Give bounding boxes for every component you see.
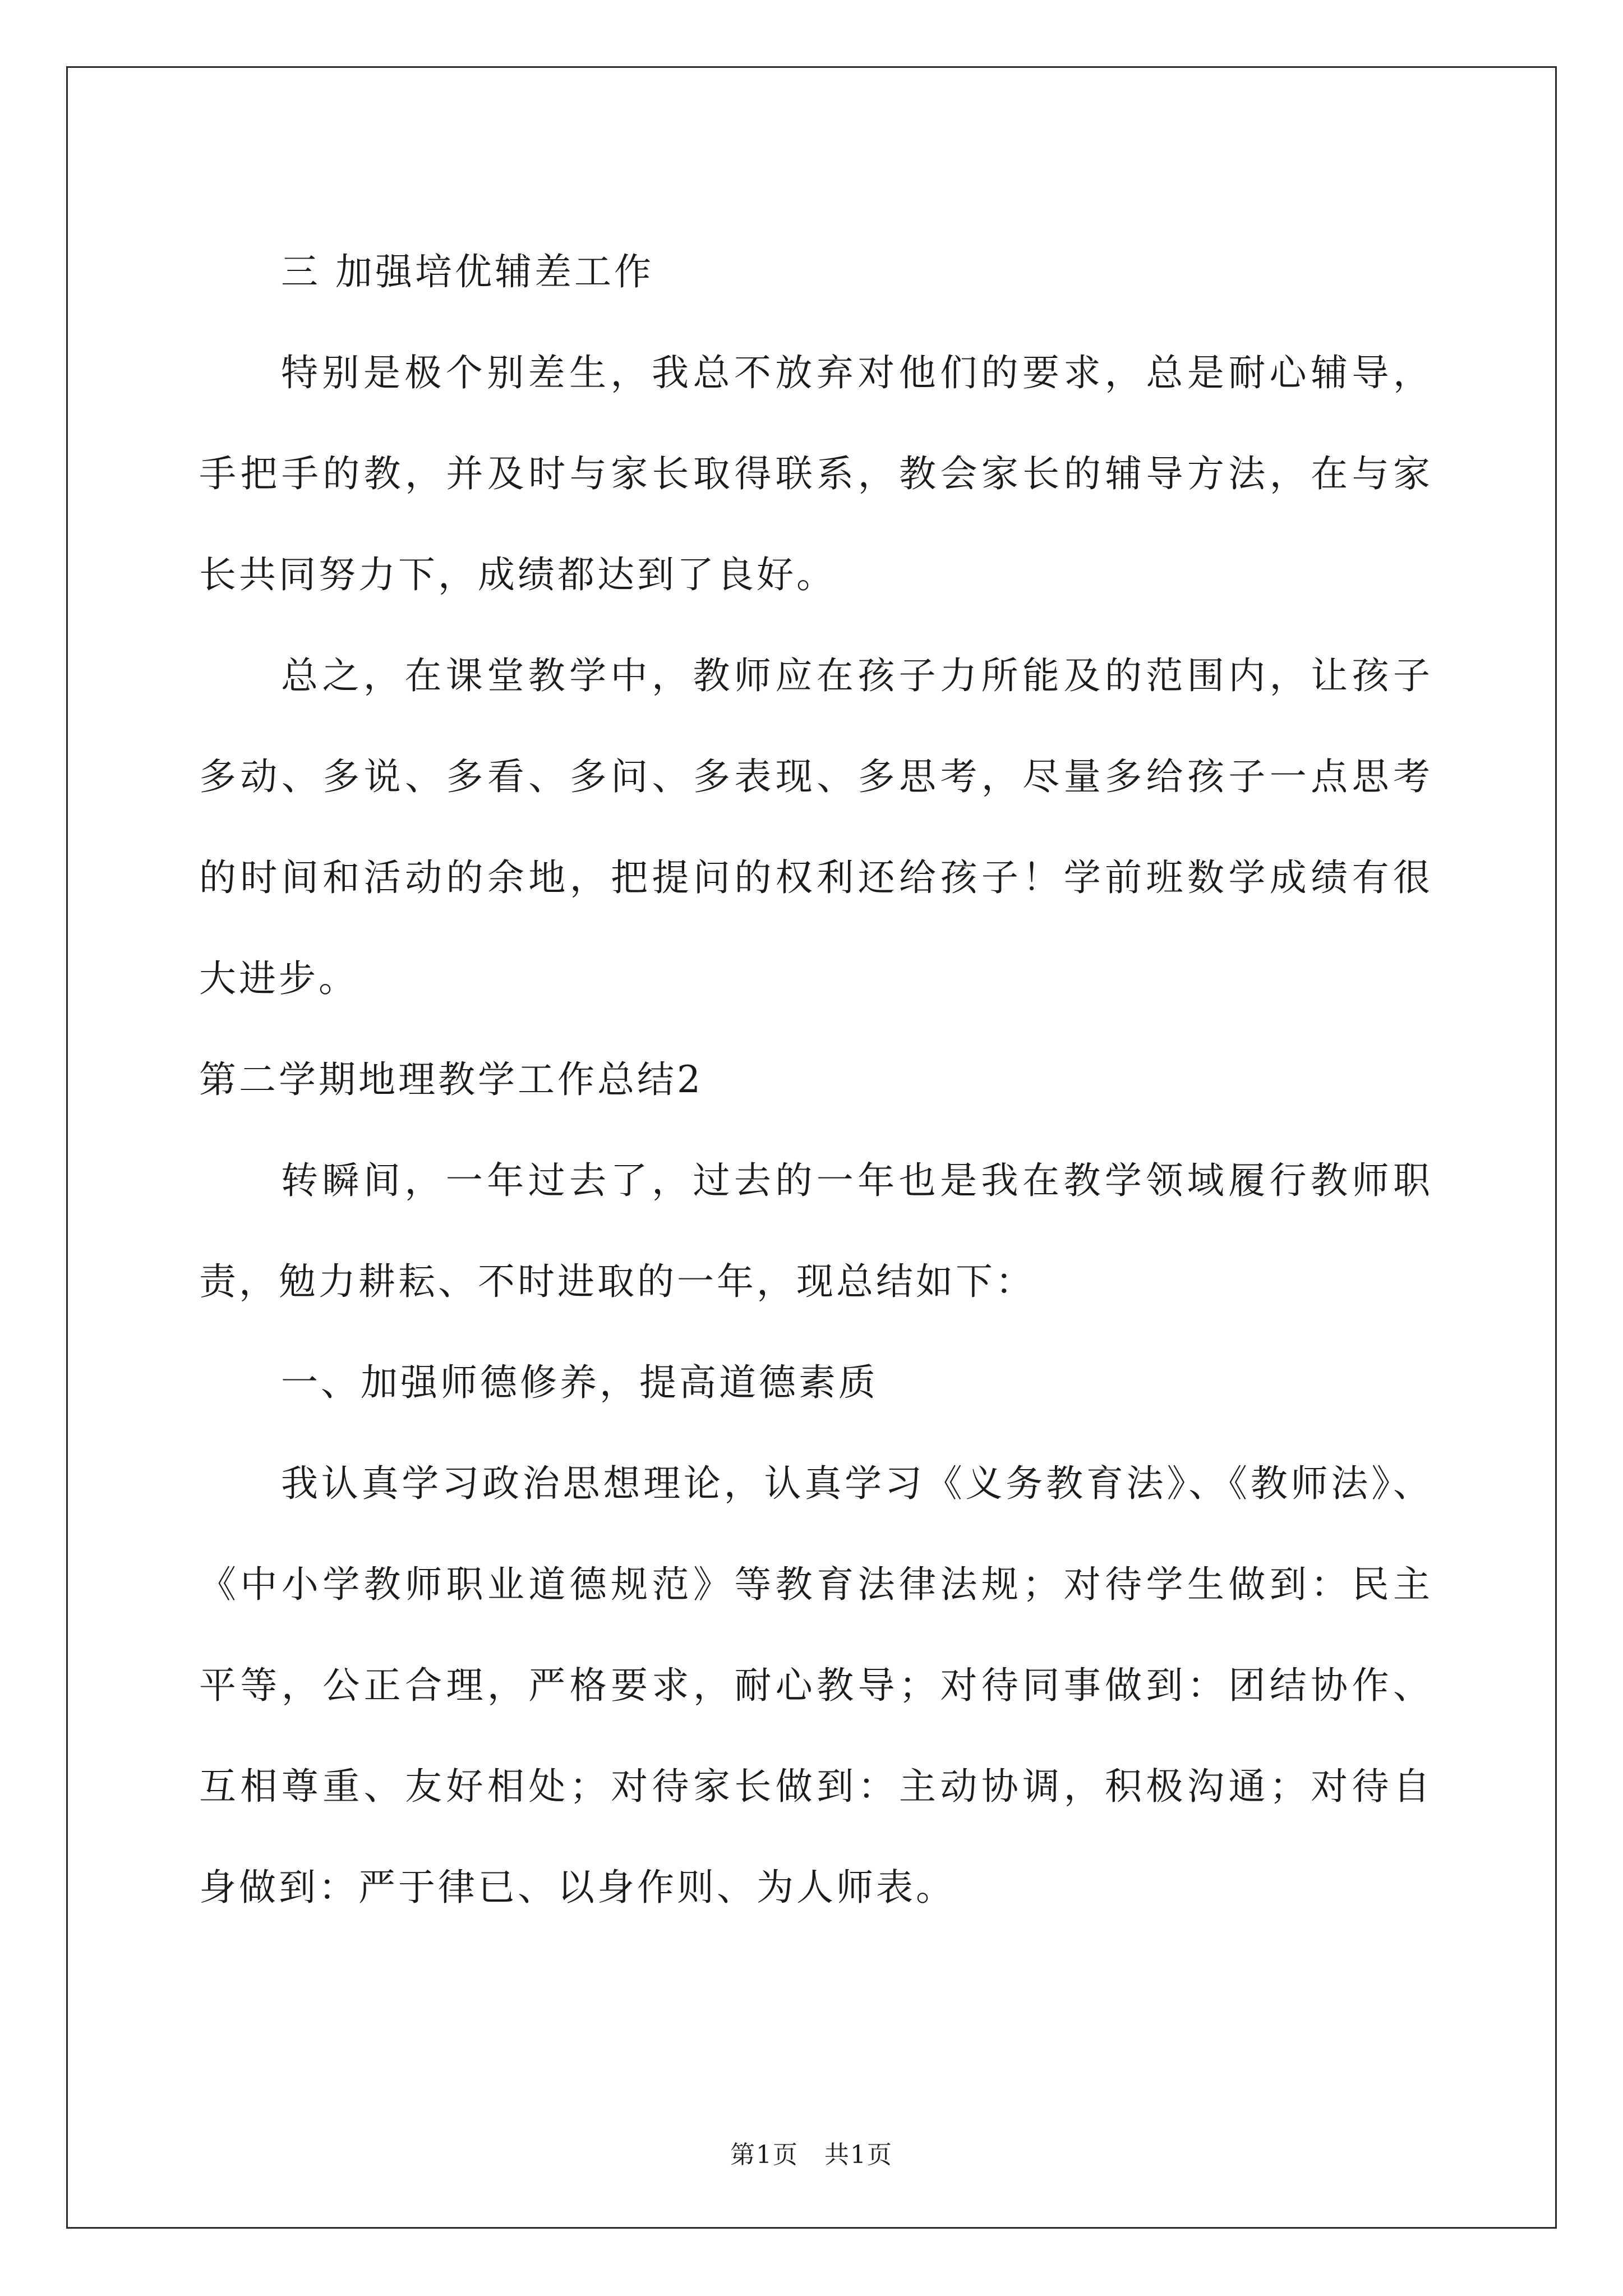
document-subtitle: 第二学期地理教学工作总结2 bbox=[199, 1058, 703, 1101]
paragraph-summary: 总之，在课堂教学中，教师应在孩子力所能及的范围内，让孩子多动、多说、多看、多问、多表现、多思考，尽量多给孩子一点思考的时间和活动的余地，把提问的权利还给孩子！学前班数学成绩有很大进步。 bbox=[199, 654, 1433, 1000]
page-footer: 第1页 共1页 bbox=[730, 2141, 893, 2169]
paragraph-intro: 转瞬间，一年过去了，过去的一年也是我在教学领域履行教师职责，勉力耕耘、不时进取的一年，现总结如下： bbox=[199, 1159, 1433, 1303]
document-body bbox=[199, 222, 1433, 1938]
section-heading-3: 三 加强培优辅差工作 bbox=[281, 250, 654, 293]
paragraph-ethics: 我认真学习政治思想理论，认真学习《义务教育法》、《教师法》、《中小学教师职业道德规范》等教育法律法规；对待学生做到：民主平等，公正合理，严格要求，耐心教导；对待同事做到：团结协作、互相尊重、友好相处；对待家长做到：主动协调，积极沟通；对待自身做到：严于律已、以身作则、为人师表。 bbox=[199, 1462, 1433, 1909]
paragraph-tutoring: 特别是极个别差生，我总不放弃对他们的要求，总是耐心辅导，手把手的教，并及时与家长取得联系，教会家长的辅导方法，在与家长共同努力下，成绩都达到了良好。 bbox=[199, 351, 1433, 596]
section-heading-1: 一、加强师德修养，提高道德素质 bbox=[281, 1361, 878, 1404]
